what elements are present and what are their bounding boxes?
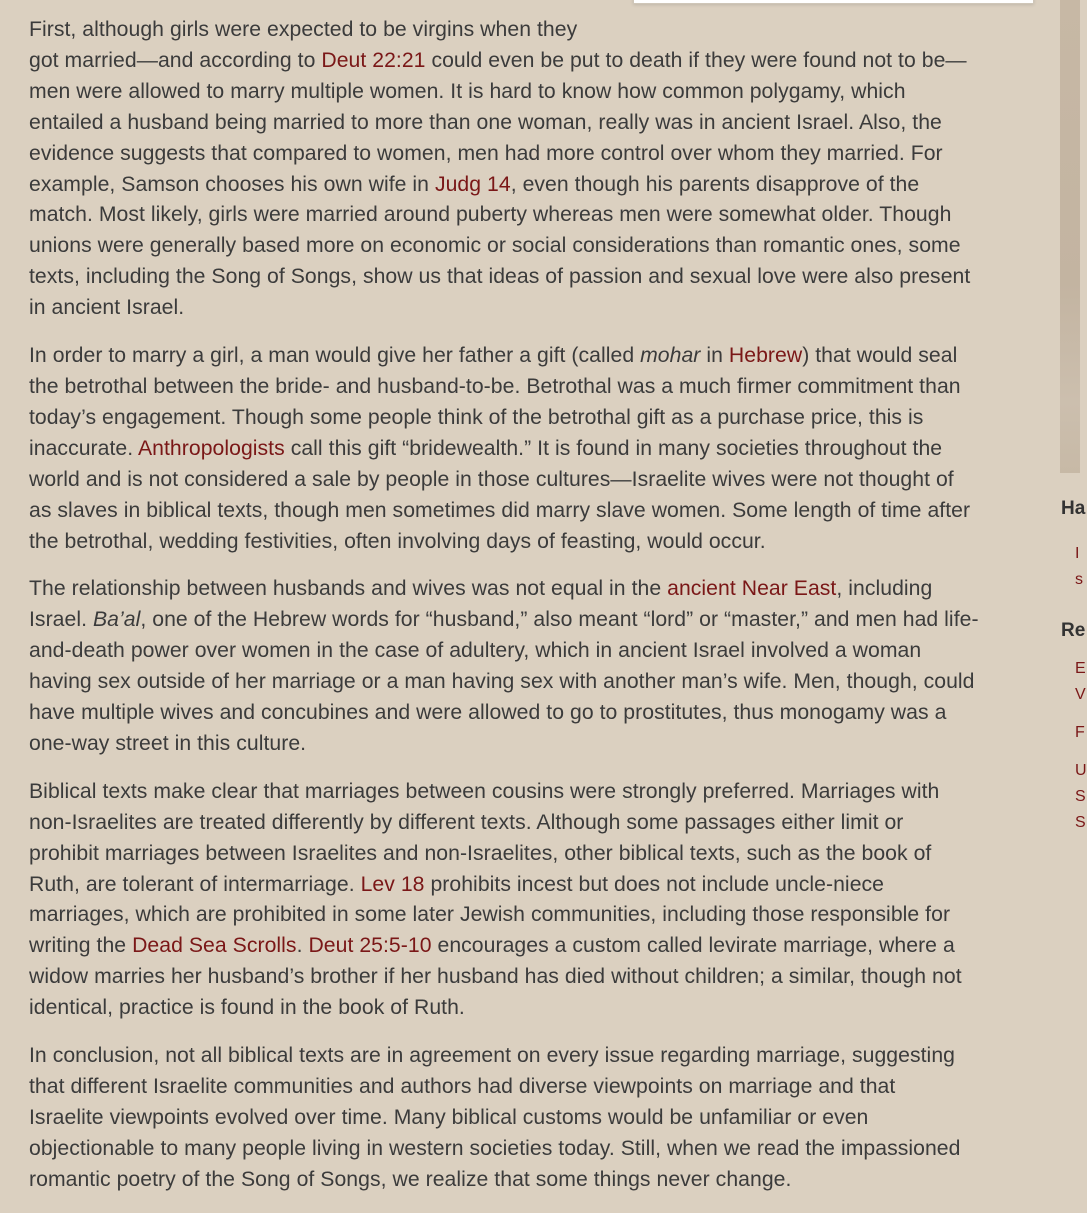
text-line — [29, 262, 1037, 293]
text-run: call this gift “bridewealth.” It is found in many societies throughout the — [284, 436, 943, 460]
text-run: in ancient Israel. — [29, 296, 185, 320]
text-run: , including — [836, 577, 933, 601]
text-line — [29, 667, 1037, 698]
text-run: the betrothal, wedding festivities, often involving days of feasting, would occur. — [29, 529, 766, 553]
inline-link[interactable]: Hebrew — [728, 344, 803, 368]
text-run: Israelite viewpoints evolved over time. Many biblical customs would be unfamiliar or even — [29, 1105, 869, 1129]
text-run: identical, practice is found in the book of Ruth. — [29, 996, 465, 1020]
text-run: In order to marry a girl, a man would give her father a gift (called — [29, 344, 641, 368]
text-run: , one of the Hebrew words for “husband,” also meant “lord” or “master,” and men had life- — [140, 608, 979, 632]
text-line — [29, 200, 1037, 231]
text-line — [29, 698, 1037, 729]
inline-link[interactable]: Anthropologists — [137, 436, 285, 460]
text-run: inaccurate. — [29, 436, 138, 460]
text-run: match. Most likely, girls were married around puberty whereas men were somewhat older. Though — [29, 203, 952, 227]
text-run: encourages a custom called levirate marriage, where a — [431, 934, 955, 958]
text-run: writing the — [29, 934, 133, 958]
text-line — [29, 372, 1037, 403]
text-run: marriages, which are prohibited in some later Jewish communities, including those responsible for — [29, 903, 951, 927]
text-line — [29, 900, 1037, 931]
text-run: Biblical texts make clear that marriages between cousins were strongly preferred. Marriages with — [29, 779, 940, 803]
text-line — [29, 15, 1037, 46]
text-line — [29, 77, 1037, 108]
paragraph-betrothal — [29, 341, 1037, 557]
text-run: world and is not considered a sale by people in those cultures—Israelite wives were not thought of — [29, 467, 954, 491]
inline-link[interactable]: Judg 14 — [434, 172, 511, 196]
text-run: objectionable to many people living in western societies today. Still, when we read the impassioned — [29, 1136, 961, 1160]
text-line — [29, 605, 1037, 636]
text-run: , even though his parents disapprove of the — [510, 172, 920, 196]
sidebar-link-fragment[interactable]: U — [1075, 762, 1087, 779]
text-run: got married—and according to — [29, 48, 322, 72]
text-line — [29, 777, 1037, 808]
text-line — [29, 465, 1037, 496]
text-run: men were allowed to marry multiple women. It is hard to know how common polygamy, which — [29, 79, 906, 103]
text-run: Israel. — [29, 608, 93, 632]
sidebar-link-fragment[interactable]: V — [1075, 686, 1086, 703]
text-line — [29, 1165, 1037, 1196]
text-line — [29, 170, 1037, 201]
text-run: non-Israelites are treated differently by different texts. Although some passages either limit or — [29, 810, 904, 834]
italic-term: Ba’al — [92, 608, 141, 632]
text-line — [29, 729, 1037, 760]
article-body — [29, 15, 1037, 1213]
text-run: ) that would seal — [802, 344, 958, 368]
text-run: . — [296, 934, 309, 958]
text-run: today’s engagement. Though some people think of the betrothal gift as a purchase price, this is — [29, 405, 924, 429]
text-line — [29, 293, 1037, 324]
text-line — [29, 962, 1037, 993]
text-line — [29, 527, 1037, 558]
text-run: evidence suggests that compared to women, men had more control over whom they married. For — [29, 141, 943, 165]
text-line — [29, 108, 1037, 139]
text-run: The relationship between husbands and wives was not equal in the — [29, 577, 668, 601]
text-run: First, although girls were expected to be virgins when they — [29, 18, 578, 41]
text-line — [29, 1072, 1037, 1103]
sidebar-link-fragment[interactable]: I — [1075, 545, 1080, 562]
text-run: In conclusion, not all biblical texts are in agreement on every issue regarding marriage, suggesting — [29, 1044, 955, 1068]
text-line — [29, 434, 1037, 465]
text-line — [29, 1103, 1037, 1134]
text-line — [29, 870, 1037, 901]
text-line — [29, 931, 1037, 962]
text-run: could even be put to death if they were found not to be— — [425, 48, 967, 72]
inline-link[interactable]: Deut 22:21 — [321, 48, 426, 72]
paragraph-marriage-norms — [29, 15, 1037, 324]
text-run: example, Samson chooses his own wife in — [29, 172, 435, 196]
text-run: and-death power over women in the case of adultery, which in ancient Israel involved a woman — [29, 639, 922, 663]
text-line — [29, 46, 1037, 77]
text-line — [29, 1041, 1037, 1072]
sidebar-link-fragment[interactable]: F — [1075, 724, 1085, 741]
inline-link[interactable]: Lev 18 — [360, 872, 425, 896]
top-panel-edge — [633, 0, 1034, 4]
text-run: texts, including the Song of Songs, show us that ideas of passion and sexual love were also present — [29, 265, 971, 289]
sidebar-link-fragment[interactable]: s — [1075, 571, 1083, 588]
text-line — [29, 403, 1037, 434]
paragraph-intermarriage — [29, 777, 1037, 1024]
text-run: having sex outside of her marriage or a man having sex with another man’s wife. Men, though, could — [29, 670, 975, 694]
sidebar-link-fragment[interactable]: S — [1075, 814, 1086, 831]
text-line — [29, 496, 1037, 527]
text-run: as slaves in biblical texts, though men sometimes did marry slave women. Some length of time after — [29, 498, 971, 522]
text-line — [29, 636, 1037, 667]
text-run: Ruth, are tolerant of intermarriage. — [29, 872, 361, 896]
sidebar-link-fragment[interactable]: E — [1075, 660, 1086, 677]
sidebar-image — [1060, 0, 1080, 473]
text-line — [29, 993, 1037, 1024]
paragraph-husband-wife-relationship — [29, 574, 1037, 759]
text-line — [29, 231, 1037, 262]
text-run: that different Israelite communities and authors had diverse viewpoints on marriage and that — [29, 1075, 896, 1098]
text-line — [29, 839, 1037, 870]
text-run: entailed a husband being married to more than one woman, really was in ancient Israel. Also, the — [29, 110, 942, 134]
inline-link[interactable]: Dead Sea Scrolls — [132, 934, 297, 958]
italic-term: mohar — [640, 344, 701, 368]
text-line — [29, 139, 1037, 170]
inline-link[interactable]: Deut 25:5-10 — [308, 934, 432, 958]
text-run: prohibits incest but does not include uncle-niece — [424, 872, 885, 896]
text-run: prohibit marriages between Israelites and non-Israelites, other biblical texts, such as the book of — [29, 841, 932, 865]
text-run: unions were generally based more on economic or social considerations than romantic ones, some — [29, 234, 961, 258]
text-run: one-way street in this culture. — [29, 731, 307, 755]
text-run: widow marries her husband’s brother if her husband has died without children; a similar, though not — [29, 965, 962, 989]
text-run: in — [700, 344, 729, 368]
sidebar-link-fragment[interactable]: S — [1075, 788, 1086, 805]
text-run: romantic poetry of the Song of Songs, we realize that some things never change. — [29, 1167, 792, 1191]
text-line — [29, 341, 1037, 372]
text-line — [29, 808, 1037, 839]
inline-link[interactable]: ancient Near East — [667, 577, 837, 601]
sidebar-heading-1: Ha — [1061, 498, 1086, 519]
text-run: have multiple wives and concubines and were allowed to go to prostitutes, thus monogamy was a — [29, 701, 947, 725]
text-line — [29, 1134, 1037, 1165]
text-run: the betrothal between the bride- and husband-to-be. Betrothal was a much firmer commitment than — [29, 374, 961, 398]
sidebar-heading-2: Re — [1061, 620, 1086, 641]
text-line — [29, 574, 1037, 605]
paragraph-conclusion — [29, 1041, 1037, 1196]
